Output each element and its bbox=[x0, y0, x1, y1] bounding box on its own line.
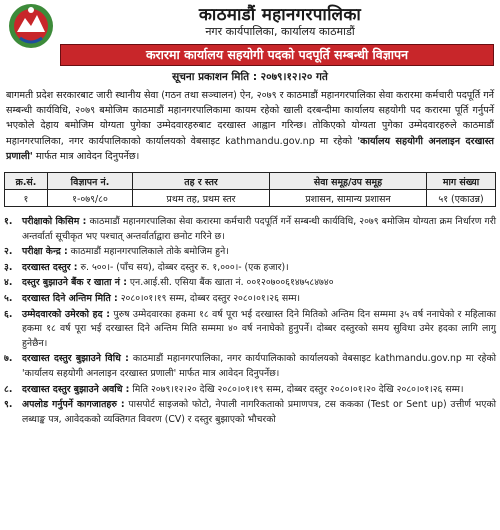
item-body bbox=[22, 398, 496, 427]
table-header: सेवा समूह/उप समूह bbox=[270, 173, 427, 190]
table-row bbox=[5, 190, 496, 207]
item-label: दरखास्त दस्तुर : bbox=[22, 261, 78, 273]
list-item bbox=[4, 261, 496, 276]
item-body bbox=[22, 352, 496, 381]
item-text: पुरुष उम्मेदवारका हकमा १८ वर्ष पूरा भई दरखास्त दिने मितिको अन्तिम दिन सम्ममा ३५ वर्ष ननाघेको र महिलाका हकमा १८ वर्ष पूरा भई दरखास्त दिने अन्तिम मिति सम्ममा ४० वर्ष ननाघेको हुनुपर्ने। दोब्बर दस्तुरको समय सुविधा उमेर हदका लागि लागु हुनेछैन। bbox=[22, 308, 496, 349]
item-number: ९. bbox=[4, 399, 13, 411]
item-body bbox=[22, 308, 496, 352]
item-number: ३. bbox=[4, 261, 13, 273]
table-cell: १ bbox=[5, 190, 48, 207]
item-number: २. bbox=[4, 246, 13, 258]
item-number: ७. bbox=[4, 353, 13, 365]
table-cell: ५१ (एकाउन्न) bbox=[427, 190, 496, 207]
item-number: ८. bbox=[4, 383, 13, 395]
item-text: काठमाडौं महानगरपालिका सेवा करारमा कर्मचारी पदपूर्ति गर्ने सम्बन्धी कार्यविधि, २०७९ बमोजिम योग्यता क्रम निर्धारण गरी अन्तर्वार्ता सूचीकृत भए पश्चात् अन्तर्वार्ताद्वारा छनोट गरिने छ। bbox=[22, 216, 496, 242]
table-header: तह र स्तर bbox=[133, 173, 270, 190]
item-text: काठमाडौं महानगरपालिकाले तोके बमोजिम हुने। bbox=[67, 246, 229, 258]
item-label: दरखास्त दस्तुर बुझाउने अवधि : bbox=[22, 383, 130, 395]
posts-table bbox=[4, 172, 496, 207]
item-label: दरखास्त दिने अन्तिम मिति : bbox=[22, 292, 118, 304]
item-body bbox=[22, 383, 496, 398]
item-text: २०८०।०१।१९ सम्म, दोब्बर दस्तुर २०८०।०१।२६ सम्म। bbox=[117, 292, 301, 304]
table-header: माग संख्या bbox=[427, 173, 496, 190]
table-cell: प्रशासन, सामान्य प्रशासन bbox=[270, 190, 427, 207]
item-body bbox=[22, 261, 496, 276]
intro-text: बागमती प्रदेश सरकारबाट जारी स्थानीय सेवा (गठन तथा सञ्चालन) ऐन, २०७९ र काठमाडौं महानगरपालिका सेवा करारमा कर्मचारी पदपूर्ति गर्ने सम्बन्धी कार्यविधि, २०७९ बमोजिम काठमाडौं महानगरपालिकामा कायम रहेको खाली दरबन्दीमा कार्यालय सहयोगी पद करारमा पूर्ति गर्नुपर्ने भएकोले देहाय बमोजिम योग्यता पुगेका उम्मेदवारहरुबाट दरखास्त आह्वान गरिन्छ। तोकिएको योग्यता पुगेका उम्मेदवारहरुले काठमाडौं महानगरपालिका, नगर कार्यपालिकाको कार्यालयको वेबसाइट kathmandu.gov.np मा रहेको bbox=[6, 90, 494, 147]
item-number: १. bbox=[4, 216, 13, 227]
intro-paragraph bbox=[6, 88, 494, 164]
item-label: अपलोड गर्नुपर्ने कागजातहरु : bbox=[22, 399, 125, 411]
table-header: क्र.सं. bbox=[5, 173, 48, 190]
item-label: परीक्षाको किसिम : bbox=[22, 216, 87, 227]
item-body bbox=[22, 276, 496, 291]
item-label: दस्तुर बुझाउने बैंक र खाता नं : bbox=[22, 277, 127, 289]
list-item bbox=[4, 308, 496, 352]
org-title: काठमाडौं महानगरपालिका bbox=[198, 5, 362, 25]
item-label: उम्मेदवारको उमेरको हद : bbox=[22, 308, 110, 320]
list-item bbox=[4, 383, 496, 398]
item-text: पासपोर्ट साइजको फोटो, नेपाली नागरिकताको प्रमाणपत्र, टस ककका (Test or Sent up) उत्तीर्ण भएको लब्धाङ्क पत्र, आवेदकको व्यक्तिगत विवरण (CV) र दस्तुर बुझाएको भौचरको bbox=[22, 399, 496, 425]
item-text: मिति २०७९।१२।२० देखि २०८०।०१।१९ सम्म, दोब्बर दस्तुर २०८०।०१।२० देखि २०८०।०१।२६ सम्म। bbox=[129, 383, 464, 395]
list-item bbox=[4, 245, 496, 260]
item-label: दरखास्त दस्तुर बुझाउने विधि : bbox=[22, 353, 129, 365]
table-header: विज्ञापन नं. bbox=[48, 173, 133, 190]
item-number: ५. bbox=[4, 292, 13, 304]
org-subtitle: नगर कार्यपालिका, कार्यालय काठमाडौं bbox=[205, 25, 355, 38]
item-label: परीक्षा केन्द्र : bbox=[22, 246, 68, 258]
item-body bbox=[22, 245, 496, 260]
item-body bbox=[22, 215, 496, 244]
item-number: ६. bbox=[4, 308, 13, 320]
item-number: ४. bbox=[4, 277, 13, 289]
notice-banner: करारमा कार्यालय सहयोगी पदको पदपूर्ति सम्बन्धी विज्ञापन bbox=[60, 44, 494, 66]
item-text: एन.आई.सी. एसिया बैंक खाता नं. ००१२०७००६१४७५८४७४० bbox=[126, 277, 334, 289]
list-item bbox=[4, 276, 496, 291]
notice-date: सूचना प्रकाशन मिति : २०७९।१२।२० गते bbox=[172, 71, 328, 83]
list-item bbox=[4, 292, 496, 307]
notice-items bbox=[4, 215, 496, 428]
emblem-icon bbox=[6, 2, 56, 50]
list-item bbox=[4, 215, 496, 244]
item-text: काठमाडौं महानगरपालिका, नगर कार्यपालिकाको कार्यालयको वेबसाइट kathmandu.gov.np मा रहेको 'कार्यालय सहयोगी अनलाइन दरखास्त प्रणाली' मार्फत मात्र आवेदन दिनुपर्नेछ। bbox=[22, 353, 496, 379]
item-body bbox=[22, 292, 496, 307]
list-item bbox=[4, 398, 496, 427]
item-text: रु. ५००।- (पाँच सय), दोब्बर दस्तुर रु. १,०००।- (एक हजार)। bbox=[77, 261, 289, 273]
intro-bold-text: 'कार्यालय सहयोगी अनलाइन दरखास्त प्रणाली' bbox=[6, 135, 494, 162]
table-cell: प्रथम तह, प्रथम स्तर bbox=[133, 190, 270, 207]
table-header-row bbox=[5, 173, 496, 190]
table-cell: १-०७९/८० bbox=[48, 190, 133, 207]
intro-tail: मार्फत मात्र आवेदन दिनुपर्नेछ। bbox=[32, 150, 140, 162]
list-item bbox=[4, 352, 496, 381]
